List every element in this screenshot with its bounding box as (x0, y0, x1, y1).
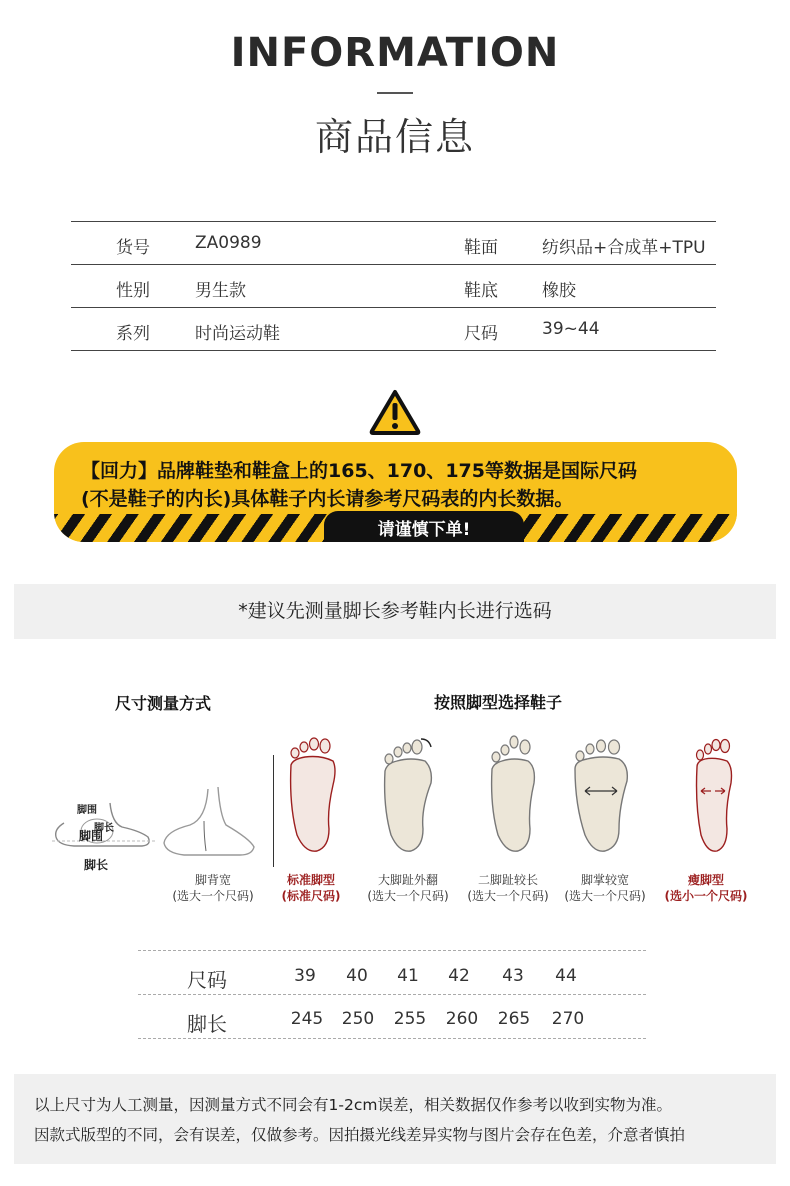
warning-line-1: 【回力】品牌鞋垫和鞋盒上的165、170、175等数据是国际尺码 (81, 460, 637, 482)
label-circumference: 脚围 (77, 805, 97, 816)
length-value: 255 (393, 1009, 427, 1029)
info-label: 货号 (116, 238, 150, 258)
narrow-foot-icon (683, 735, 743, 855)
foot-type-name: 大脚趾外翻 (377, 873, 438, 887)
info-value: ZA0989 (195, 233, 262, 253)
foot-type-advice: (选大一个尺码) (367, 889, 449, 903)
note-line-1: 以上尺寸为人工测量，因测量方式不同会有1-2cm误差，相关数据仅作参考以收到实物为准。 (34, 1096, 672, 1114)
foot-type-name: 标准脚型 (286, 873, 335, 887)
instep-foot-icon (160, 785, 260, 857)
measure-title: 尺寸测量方式 (115, 694, 212, 713)
length-value: 270 (551, 1009, 585, 1029)
foot-type-name: 二脚趾较长 (477, 873, 538, 887)
foot-type-bunion (353, 872, 463, 904)
notes-box (14, 1074, 776, 1164)
info-label: 鞋底 (464, 281, 498, 301)
wide-foot-icon (571, 735, 631, 855)
size-row-label: 尺码 (187, 968, 227, 992)
warning-triangle-icon (369, 389, 421, 435)
size-value: 40 (346, 966, 368, 986)
label-length-small: 脚长 (94, 823, 114, 834)
size-value: 44 (555, 966, 577, 986)
info-row (71, 221, 716, 264)
title-rule (377, 92, 413, 94)
caution-pill (324, 511, 524, 542)
info-label: 性别 (116, 281, 150, 301)
info-table (71, 221, 716, 351)
foot-type-standard (256, 872, 366, 904)
bunion-foot-icon (377, 735, 437, 855)
foot-type-advice: (标准尺码) (281, 889, 341, 903)
length-value: 245 (290, 1009, 324, 1029)
label-length: 脚长 (84, 858, 109, 872)
title-en: INFORMATION (230, 30, 560, 76)
foot-type-long-second-toe (453, 872, 563, 904)
foot-type-title: 按照脚型选择鞋子 (434, 693, 563, 712)
note-line-2: 因款式版型的不同，会有误差，仅做参考。因拍摄光线差异实物与图片会存在色差，介意者慎拍 (34, 1126, 686, 1144)
foot-type-advice: (选大一个尺码) (564, 889, 646, 903)
vertical-divider (273, 755, 274, 867)
foot-type-narrow (651, 872, 761, 904)
foot-type-advice: (选小一个尺码) (664, 889, 748, 903)
title-cn: 商品信息 (314, 115, 475, 159)
instep-caption-line1: 脚背宽 (194, 873, 231, 887)
size-value: 42 (448, 966, 470, 986)
size-chart-rule (138, 994, 646, 995)
size-chart-rule (138, 950, 646, 951)
info-value: 橡胶 (542, 281, 576, 301)
size-value: 43 (502, 966, 524, 986)
length-value: 250 (341, 1009, 375, 1029)
info-label: 系列 (116, 324, 150, 344)
instep-caption (158, 872, 268, 904)
info-label: 尺码 (464, 324, 498, 344)
instep-caption-line2: (选大一个尺码) (172, 889, 254, 903)
long-second-toe-foot-icon (482, 735, 542, 855)
info-value: 男生款 (195, 281, 246, 301)
warning-banner (54, 442, 737, 542)
advice-bar (14, 584, 776, 639)
info-label: 鞋面 (464, 238, 498, 258)
info-row (71, 307, 716, 351)
foot-type-name: 脚掌较宽 (580, 873, 629, 887)
length-value: 265 (497, 1009, 531, 1029)
info-value: 时尚运动鞋 (195, 324, 280, 344)
info-value: 纺织品+合成革+TPU (542, 238, 706, 258)
advice-text: *建议先测量脚长参考鞋内长进行选码 (238, 600, 552, 622)
size-value: 39 (294, 966, 316, 986)
size-value: 41 (397, 966, 419, 986)
caution-text: 请谨慎下单! (377, 520, 471, 540)
label-circumference-big: 脚围 (79, 829, 104, 843)
length-value: 260 (445, 1009, 479, 1029)
warning-line-2: (不是鞋子的内长)具体鞋子内长请参考尺码表的内长数据。 (81, 488, 574, 510)
info-value: 39~44 (542, 319, 600, 339)
foot-type-advice: (选大一个尺码) (467, 889, 549, 903)
foot-type-wide (550, 872, 660, 904)
size-chart-rule (138, 1038, 646, 1039)
length-row-label: 脚长 (187, 1012, 227, 1036)
foot-type-name: 瘦脚型 (687, 873, 724, 887)
standard-foot-icon (281, 735, 341, 855)
info-row (71, 264, 716, 307)
